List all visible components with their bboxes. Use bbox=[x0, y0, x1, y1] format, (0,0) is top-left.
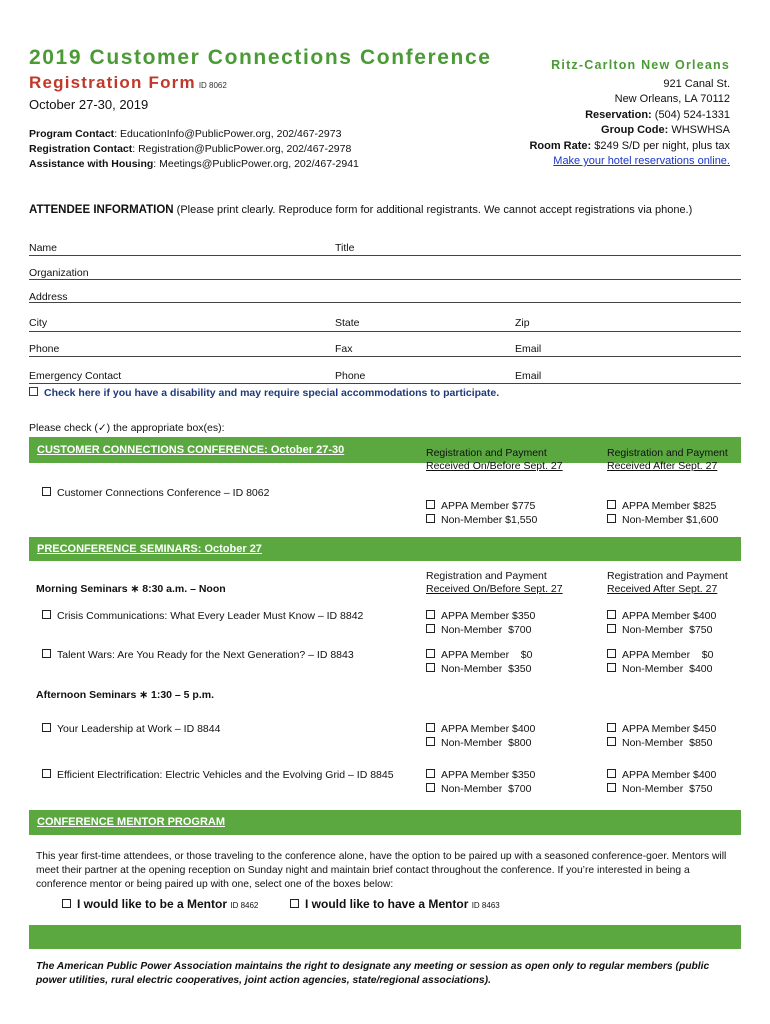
price-option[interactable] bbox=[426, 723, 535, 737]
emergency-phone-label: Phone bbox=[335, 370, 366, 382]
price-option[interactable] bbox=[607, 769, 716, 783]
price-label: Non-Member $700 bbox=[441, 782, 532, 795]
price-option[interactable] bbox=[607, 783, 716, 797]
hotel-reservation bbox=[529, 108, 730, 124]
title-label: Title bbox=[335, 242, 355, 254]
contact-value: : Meetings@PublicPower.org, 202/467-2941 bbox=[153, 158, 359, 170]
price-checkbox[interactable] bbox=[426, 649, 435, 658]
price-label: APPA Member $775 bbox=[441, 500, 536, 512]
seminar-checkbox[interactable] bbox=[42, 723, 51, 732]
price-checkbox[interactable] bbox=[426, 610, 435, 619]
price-checkbox[interactable] bbox=[607, 514, 616, 523]
price-checkbox[interactable] bbox=[607, 610, 616, 619]
conference-early-options bbox=[426, 500, 537, 527]
hotel-reservation-link[interactable]: Make your hotel reservations online. bbox=[553, 155, 730, 167]
seminar-early-options bbox=[426, 769, 535, 796]
price-checkbox[interactable] bbox=[426, 737, 435, 746]
please-check-instruction: Please check (✓) the appropriate box(es): bbox=[29, 422, 225, 434]
price-checkbox[interactable] bbox=[426, 783, 435, 792]
program-contact bbox=[29, 127, 359, 142]
disability-checkbox[interactable] bbox=[29, 387, 38, 396]
price-option[interactable] bbox=[426, 663, 532, 677]
price-checkbox[interactable] bbox=[426, 769, 435, 778]
zip-label: Zip bbox=[515, 317, 530, 329]
registration-contact bbox=[29, 142, 359, 157]
price-option[interactable] bbox=[426, 649, 532, 663]
seminar-option[interactable] bbox=[42, 769, 394, 783]
price-label: Non-Member $1,600 bbox=[622, 513, 719, 526]
seminar-name: Your Leadership at Work – ID 8844 bbox=[57, 723, 221, 735]
price-label: Non-Member $750 bbox=[622, 782, 713, 795]
room-rate-value: $249 S/D per night, plus tax bbox=[591, 139, 730, 152]
disability-checkbox-row[interactable] bbox=[29, 387, 499, 399]
price-label: Non-Member $750 bbox=[622, 623, 713, 636]
price-option[interactable] bbox=[607, 649, 713, 663]
morning-seminars-label: Morning Seminars ∗ 8:30 a.m. – Noon bbox=[36, 583, 226, 595]
footer-disclaimer: The American Public Power Association maintains the right to designate any meeting or session as open only to regular members (public power utilities, rural electric cooperatives, joint action agencies, state/regional associations). bbox=[36, 961, 710, 986]
price-checkbox[interactable] bbox=[426, 500, 435, 509]
contact-label: Registration Contact bbox=[29, 143, 133, 155]
city-label: City bbox=[29, 317, 48, 329]
mentee-checkbox[interactable] bbox=[290, 899, 299, 908]
price-option[interactable] bbox=[607, 723, 716, 737]
form-label-text: Registration Form bbox=[29, 73, 196, 92]
conference-dates: October 27-30, 2019 bbox=[29, 97, 149, 112]
price-label: Non-Member $400 bbox=[622, 662, 713, 675]
price-option[interactable] bbox=[607, 624, 716, 638]
group-code-value: WHSWHSA bbox=[668, 124, 730, 136]
price-label: APPA Member $0 bbox=[441, 649, 533, 661]
emergency-contact-field[interactable] bbox=[29, 383, 741, 384]
attendee-note: (Please print clearly. Reproduce form for additional registrants. We cannot accept registrations via phone.) bbox=[173, 204, 693, 216]
price-label: Non-Member $800 bbox=[441, 736, 532, 749]
seminar-name: Crisis Communications: What Every Leader Must Know – ID 8842 bbox=[57, 610, 364, 622]
col-header-deadline: Received On/Before Sept. 27 bbox=[426, 460, 563, 472]
afternoon-seminars-label: Afternoon Seminars ∗ 1:30 – 5 p.m. bbox=[36, 689, 215, 701]
price-option[interactable] bbox=[607, 500, 718, 514]
address-field[interactable] bbox=[29, 302, 741, 303]
disability-text: Check here if you have a disability and may require special accommodations to participate. bbox=[44, 387, 500, 399]
mentor-option-label: I would like to be a Mentor bbox=[77, 897, 228, 911]
fax-label: Fax bbox=[335, 343, 353, 355]
conference-band-title: CUSTOMER CONNECTIONS CONFERENCE: October 27-30 bbox=[37, 444, 345, 456]
price-checkbox[interactable] bbox=[607, 783, 616, 792]
col-header-deadline: Received On/Before Sept. 27 bbox=[426, 583, 563, 595]
seminar-late-options bbox=[607, 769, 716, 796]
col-header-line: Registration and Payment bbox=[607, 447, 728, 459]
conference-early-header bbox=[426, 447, 563, 473]
price-option[interactable] bbox=[426, 783, 535, 797]
mentor-description: This year first-time attendees, or those traveling to the conference alone, have the option to be paired up with a seasoned conference-goer. Mentors will meet their partner at the opening reception on Sunday night and maintain brief contact throughout the conference. If you’re interested in being a conference mentor or being paired up with one, select one of the boxes below: bbox=[36, 851, 727, 890]
price-checkbox[interactable] bbox=[607, 769, 616, 778]
price-option[interactable] bbox=[607, 663, 713, 677]
contact-label: Assistance with Housing bbox=[29, 158, 154, 170]
col-header-line: Registration and Payment bbox=[426, 570, 547, 582]
seminar-name: Efficient Electrification: Electric Vehicles and the Evolving Grid – ID 8845 bbox=[57, 769, 394, 781]
name-field[interactable] bbox=[29, 255, 741, 256]
hotel-street: 921 Canal St. bbox=[663, 77, 730, 90]
price-option[interactable] bbox=[426, 514, 537, 528]
price-option[interactable] bbox=[426, 500, 537, 514]
col-header-deadline: Received After Sept. 27 bbox=[607, 460, 718, 472]
seminar-early-options bbox=[426, 610, 535, 637]
seminar-option[interactable] bbox=[42, 649, 354, 663]
price-option[interactable] bbox=[426, 769, 535, 783]
price-option[interactable] bbox=[607, 514, 718, 528]
preconference-band bbox=[29, 537, 741, 561]
housing-contact bbox=[29, 157, 359, 172]
price-label: APPA Member $0 bbox=[622, 649, 714, 661]
price-label: Non-Member $1,550 bbox=[441, 513, 538, 526]
seminar-checkbox[interactable] bbox=[42, 769, 51, 778]
mentee-option-label: I would like to have a Mentor bbox=[305, 897, 469, 911]
price-checkbox[interactable] bbox=[607, 500, 616, 509]
price-label: APPA Member $400 bbox=[622, 769, 717, 781]
price-checkbox[interactable] bbox=[607, 624, 616, 633]
price-checkbox[interactable] bbox=[426, 624, 435, 633]
group-code-label: Group Code: bbox=[601, 124, 669, 136]
price-label: Non-Member $350 bbox=[441, 662, 532, 675]
registration-form-label bbox=[29, 73, 227, 93]
address-label: Address bbox=[29, 291, 68, 303]
seminar-late-options bbox=[607, 649, 713, 676]
price-label: APPA Member $825 bbox=[622, 500, 717, 512]
city-state-zip-field[interactable] bbox=[29, 331, 741, 332]
price-checkbox[interactable] bbox=[607, 723, 616, 732]
hotel-name: Ritz-Carlton New Orleans bbox=[551, 58, 730, 72]
price-option[interactable] bbox=[426, 610, 535, 624]
price-checkbox[interactable] bbox=[607, 737, 616, 746]
conference-option[interactable] bbox=[42, 487, 269, 501]
attendee-heading bbox=[29, 204, 692, 216]
reservation-value: (504) 524-1331 bbox=[651, 108, 730, 121]
phone-fax-email-field[interactable] bbox=[29, 356, 741, 357]
price-label: APPA Member $400 bbox=[441, 723, 536, 735]
state-label: State bbox=[335, 317, 360, 329]
organization-field[interactable] bbox=[29, 279, 741, 280]
mentee-option-id: ID 8463 bbox=[471, 901, 500, 910]
conference-late-header bbox=[607, 447, 728, 473]
name-label: Name bbox=[29, 242, 58, 254]
col-header-deadline: Received After Sept. 27 bbox=[607, 583, 718, 595]
price-option[interactable] bbox=[426, 737, 535, 751]
attendee-heading-text: ATTENDEE INFORMATION bbox=[29, 204, 174, 216]
hotel-group-code bbox=[529, 123, 730, 139]
email-label: Email bbox=[515, 343, 542, 355]
conference-checkbox[interactable] bbox=[42, 487, 51, 496]
phone-label: Phone bbox=[29, 343, 60, 355]
mentee-option[interactable] bbox=[290, 897, 500, 911]
price-label: Non-Member $700 bbox=[441, 623, 532, 636]
emergency-email-label: Email bbox=[515, 370, 542, 382]
organization-label: Organization bbox=[29, 267, 89, 279]
preconference-late-header bbox=[607, 570, 728, 596]
price-checkbox[interactable] bbox=[426, 663, 435, 672]
col-header-line: Registration and Payment bbox=[607, 570, 728, 582]
room-rate-label: Room Rate: bbox=[529, 139, 592, 152]
price-label: APPA Member $400 bbox=[622, 610, 717, 622]
seminar-option[interactable] bbox=[42, 723, 220, 737]
seminar-early-options bbox=[426, 649, 532, 676]
reservation-label: Reservation: bbox=[585, 108, 652, 121]
seminar-late-options bbox=[607, 723, 716, 750]
seminar-late-options bbox=[607, 610, 716, 637]
price-label: APPA Member $350 bbox=[441, 610, 536, 622]
form-id: ID 8062 bbox=[198, 81, 227, 90]
mentor-option[interactable] bbox=[62, 897, 258, 911]
price-checkbox[interactable] bbox=[607, 649, 616, 658]
mentor-band bbox=[29, 810, 741, 835]
col-header-line: Registration and Payment bbox=[426, 447, 547, 459]
contact-value: : Registration@PublicPower.org, 202/467-2978 bbox=[132, 143, 352, 155]
contact-list bbox=[29, 127, 359, 172]
mentor-checkbox[interactable] bbox=[62, 899, 71, 908]
conference-item-label: Customer Connections Conference – ID 8062 bbox=[57, 487, 270, 499]
hotel-room-rate bbox=[529, 139, 730, 155]
price-label: APPA Member $350 bbox=[441, 769, 536, 781]
conference-late-options bbox=[607, 500, 718, 527]
contact-value: : EducationInfo@PublicPower.org, 202/467-2973 bbox=[114, 128, 342, 140]
emergency-contact-label: Emergency Contact bbox=[29, 370, 122, 382]
price-checkbox[interactable] bbox=[607, 663, 616, 672]
price-checkbox[interactable] bbox=[426, 514, 435, 523]
mentor-option-id: ID 8462 bbox=[230, 901, 259, 910]
price-checkbox[interactable] bbox=[426, 723, 435, 732]
preconference-band-title: PRECONFERENCE SEMINARS: October 27 bbox=[37, 543, 262, 555]
hotel-city: New Orleans, LA 70112 bbox=[614, 93, 730, 105]
mentor-band-title: CONFERENCE MENTOR PROGRAM bbox=[37, 816, 226, 828]
seminar-name: Talent Wars: Are You Ready for the Next Generation? – ID 8843 bbox=[57, 649, 354, 661]
seminar-checkbox[interactable] bbox=[42, 649, 51, 658]
price-label: APPA Member $450 bbox=[622, 723, 717, 735]
seminar-early-options bbox=[426, 723, 535, 750]
hotel-info bbox=[529, 58, 730, 170]
preconference-early-header bbox=[426, 570, 563, 596]
conference-title: 2019 Customer Connections Conference bbox=[29, 46, 492, 69]
seminar-checkbox[interactable] bbox=[42, 610, 51, 619]
price-option[interactable] bbox=[607, 737, 716, 751]
seminar-option[interactable] bbox=[42, 610, 363, 624]
price-label: Non-Member $850 bbox=[622, 736, 713, 749]
price-option[interactable] bbox=[426, 624, 535, 638]
contact-label: Program Contact bbox=[29, 128, 115, 140]
blank-green-band bbox=[29, 925, 741, 949]
price-option[interactable] bbox=[607, 610, 716, 624]
